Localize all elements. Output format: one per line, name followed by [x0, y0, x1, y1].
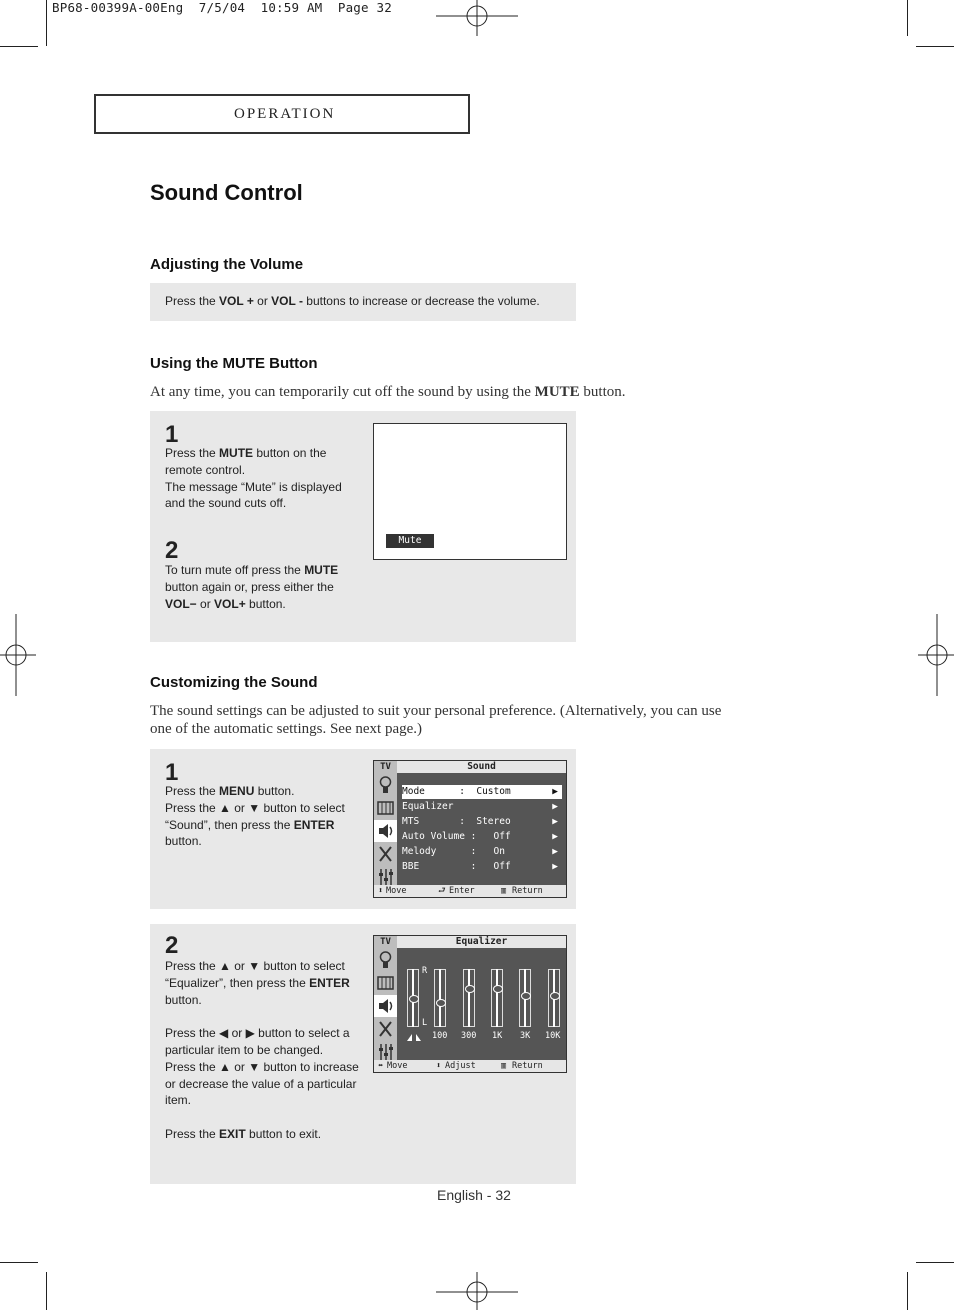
crop-mark	[907, 0, 908, 36]
registration-mark-top	[436, 0, 518, 36]
eq-band-label: 10K	[545, 1031, 561, 1041]
balance-right-label: R	[422, 966, 428, 976]
picture-icon	[376, 950, 395, 970]
menu-row-equalizer[interactable]: Equalizer ▶	[402, 801, 558, 812]
picture-icon	[376, 775, 395, 795]
custom-step1-box	[150, 749, 576, 909]
eq-band-slider[interactable]	[548, 969, 560, 1027]
mute-intro: At any time, you can temporarily cut off the sound by using the MUTE button.	[150, 384, 626, 400]
menu-icon: ▥	[501, 1061, 507, 1071]
osd-footer: ⬌ Move ⬍ Adjust ▥ Return	[374, 1060, 566, 1072]
mute-step1-text: Press the MUTE button on the remote control. The message “Mute” is displayed and the sound cuts off.	[165, 446, 342, 511]
menu-row-bbe[interactable]: BBE : Off ▶	[402, 861, 558, 872]
channel-icon	[376, 798, 395, 818]
crop-mark	[46, 1272, 47, 1310]
arrow-right-icon: ▶	[552, 801, 558, 812]
step-number: 2	[165, 537, 179, 564]
menu-icon: ▥	[501, 886, 507, 896]
eq-band-slider[interactable]	[491, 969, 503, 1027]
registration-mark-left	[0, 614, 36, 696]
equalizer-osd	[373, 935, 567, 1073]
input-icon	[376, 1042, 395, 1062]
menu-row-mts[interactable]: MTS : Stereo ▶	[402, 816, 558, 827]
crop-mark	[916, 46, 954, 47]
volume-box	[150, 283, 576, 321]
custom-step2-text: Press the ▲ or ▼ button to select “Equalizer”, then press the ENTER button. Press the ◀ or ▶ button to select a particular item to be changed. Press the ▲ or ▼ button to increase or decrease the value of a particular item. Press the EXIT button to exit.	[165, 959, 359, 1141]
mute-steps-box	[150, 411, 576, 642]
eq-band-slider[interactable]	[463, 969, 475, 1027]
menu-row-mode[interactable]: Mode : Custom ▶	[402, 785, 562, 799]
print-header: BP68-00399A-00Eng 7/5/04 10:59 AM Page 32	[52, 0, 392, 15]
osd-title: Equalizer	[455, 936, 508, 947]
crop-mark	[0, 1262, 38, 1263]
arrow-right-icon: ▶	[552, 831, 558, 842]
menu-row-melody[interactable]: Melody : On ▶	[402, 846, 558, 857]
custom-intro: The sound settings can be adjusted to suit your personal preference. (Alternatively, you can use one of the automatic settings. See next page.)	[150, 703, 722, 737]
crop-mark	[0, 46, 38, 47]
volume-heading: Adjusting the Volume	[150, 256, 304, 273]
section-tab	[94, 94, 470, 134]
eq-band-label: 100	[432, 1031, 448, 1041]
sound-icon	[376, 996, 395, 1016]
eq-band-label: 3K	[520, 1031, 531, 1041]
arrow-right-icon: ▶	[552, 786, 558, 797]
step-number: 2	[165, 932, 179, 959]
eq-band-slider[interactable]	[519, 969, 531, 1027]
tv-label: TV	[374, 936, 397, 948]
page-title: Sound Control	[150, 180, 303, 205]
input-icon	[376, 867, 395, 887]
page-number: English - 32	[437, 1187, 511, 1203]
osd-footer: ⬍ Move ⮐ Enter ▥ Return	[374, 885, 566, 897]
sound-icon	[376, 821, 395, 841]
crop-mark	[46, 0, 47, 46]
leftright-icon: ⬌	[378, 1061, 384, 1071]
eq-band-label: 300	[461, 1031, 477, 1041]
mute-heading: Using the MUTE Button	[150, 355, 318, 372]
sound-menu-osd	[373, 760, 567, 898]
balance-slider[interactable]	[407, 969, 419, 1027]
section-label: OPERATION	[234, 106, 336, 122]
menu-row-auto-volume[interactable]: Auto Volume : Off ▶	[402, 831, 558, 842]
arrow-right-icon: ▶	[552, 816, 558, 827]
mute-step2-text: To turn mute off press the MUTE button again or, press either the VOL− or VOL+ button.	[165, 563, 339, 611]
crop-mark	[907, 1272, 908, 1310]
tv-label: TV	[374, 761, 397, 773]
enter-icon: ⮐	[438, 886, 446, 896]
channel-icon	[376, 973, 395, 993]
updown-icon: ⬍	[378, 886, 384, 896]
registration-mark-right	[918, 614, 954, 696]
step-number: 1	[165, 759, 179, 786]
arrow-right-icon: ▶	[552, 846, 558, 857]
updown-icon: ⬍	[436, 1061, 442, 1071]
mute-osd-label: Mute	[386, 534, 434, 548]
registration-mark-bottom	[436, 1272, 518, 1310]
osd-title: Sound	[467, 761, 496, 772]
arrow-right-icon: ▶	[552, 861, 558, 872]
balance-left-label: L	[422, 1018, 428, 1028]
custom-heading: Customizing the Sound	[150, 674, 318, 691]
crop-mark	[916, 1262, 954, 1263]
balance-icon	[407, 1032, 421, 1042]
step-number: 1	[165, 421, 179, 448]
setup-icon	[376, 844, 395, 864]
custom-step1-text: Press the MENU button. Press the ▲ or ▼ button to select “Sound”, then press the ENTER button.	[165, 784, 345, 849]
eq-band-label: 1K	[492, 1031, 503, 1041]
mute-tv-screen	[373, 423, 567, 560]
eq-band-slider[interactable]	[434, 969, 446, 1027]
volume-instruction: Press the VOL + or VOL - buttons to increase or decrease the volume.	[165, 294, 540, 308]
custom-step2-box	[150, 924, 576, 1184]
setup-icon	[376, 1019, 395, 1039]
